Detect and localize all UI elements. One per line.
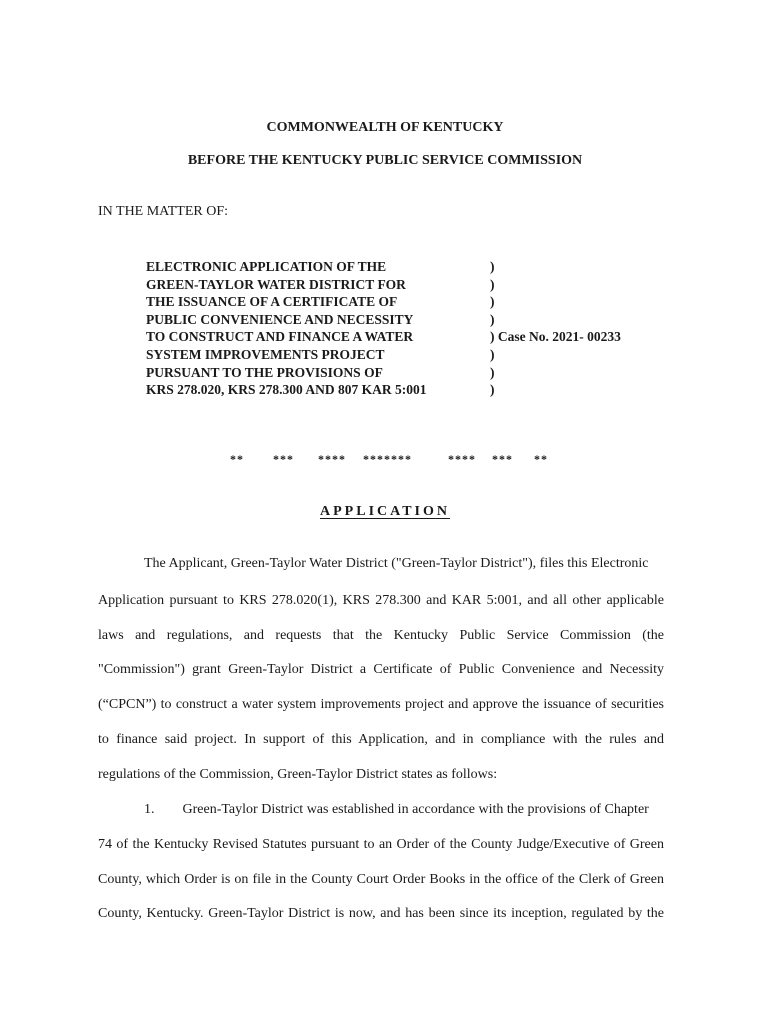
header-commonwealth: COMMONWEALTH OF KENTUCKY bbox=[266, 120, 504, 135]
separator-stars: **** bbox=[448, 452, 476, 466]
bracket-line: ) bbox=[490, 311, 495, 327]
bracket-line: ) bbox=[490, 259, 495, 274]
bracket-line: ) bbox=[490, 276, 495, 292]
caption-line: ELECTRONIC APPLICATION OF THE bbox=[146, 259, 387, 274]
bracket-line: ) bbox=[490, 382, 495, 398]
body-line: The Applicant, Green-Taylor Water District ("Green-Taylor District"), files this Electronic bbox=[144, 556, 649, 571]
bracket-line: ) bbox=[490, 364, 495, 380]
caption-line: THE ISSUANCE OF A CERTIFICATE OF bbox=[146, 294, 398, 310]
separator-stars: ******* bbox=[363, 452, 412, 466]
separator-stars: **** bbox=[318, 452, 346, 466]
bracket-line: ) bbox=[490, 346, 495, 362]
bracket-line: ) bbox=[490, 294, 495, 310]
header-commission: BEFORE THE KENTUCKY PUBLIC SERVICE COMMISSION bbox=[187, 153, 583, 168]
body-line: regulations of the Commission, Green-Taylor District states as follows: bbox=[98, 767, 498, 782]
body-line: laws and regulations, and requests that the Kentucky Public Service Commission (the bbox=[98, 628, 664, 643]
body-line: 74 of the Kentucky Revised Statutes pursuant to an Order of the County Judge/Executive of Green bbox=[98, 837, 664, 852]
separator-stars: ** bbox=[230, 452, 244, 466]
separator-stars: *** bbox=[273, 452, 294, 466]
separator-stars: ** bbox=[534, 452, 548, 466]
separator-stars: *** bbox=[492, 452, 513, 466]
case-number: ) Case No. 2021- 00233 bbox=[490, 329, 621, 345]
case-caption bbox=[146, 258, 427, 399]
body-line: "Commission") grant Green-Taylor District a Certificate of Public Convenience and Necessity bbox=[98, 662, 664, 677]
application-title-row bbox=[0, 502, 770, 520]
caption-line: SYSTEM IMPROVEMENTS PROJECT bbox=[146, 346, 385, 362]
caption-line: PUBLIC CONVENIENCE AND NECESSITY bbox=[146, 311, 414, 327]
body-line: to finance said project. In support of this Application, and in compliance with the rules and bbox=[98, 732, 664, 747]
body-line: County, which Order is on file in the County Court Order Books in the office of the Clerk of Green bbox=[98, 872, 664, 887]
body-line: (“CPCN”) to construct a water system improvements project and approve the issuance of securities bbox=[98, 697, 664, 712]
application-title: APPLICATION bbox=[320, 504, 450, 519]
body-line: Application pursuant to KRS 278.020(1), KRS 278.300 and KAR 5:001, and all other applicable bbox=[98, 593, 664, 608]
body-line: County, Kentucky. Green-Taylor District is now, and has been since its inception, regulated by the bbox=[98, 906, 664, 921]
caption-line: PURSUANT TO THE PROVISIONS OF bbox=[146, 364, 383, 380]
body-line: 1. Green-Taylor District was established in accordance with the provisions of Chapter bbox=[144, 802, 649, 817]
caption-line: TO CONSTRUCT AND FINANCE A WATER bbox=[146, 329, 414, 345]
caption-line: KRS 278.020, KRS 278.300 AND 807 KAR 5:001 bbox=[146, 382, 427, 398]
caption-line: GREEN-TAYLOR WATER DISTRICT FOR bbox=[146, 276, 406, 292]
matter-label: IN THE MATTER OF: bbox=[98, 204, 229, 219]
case-brackets bbox=[490, 258, 621, 399]
